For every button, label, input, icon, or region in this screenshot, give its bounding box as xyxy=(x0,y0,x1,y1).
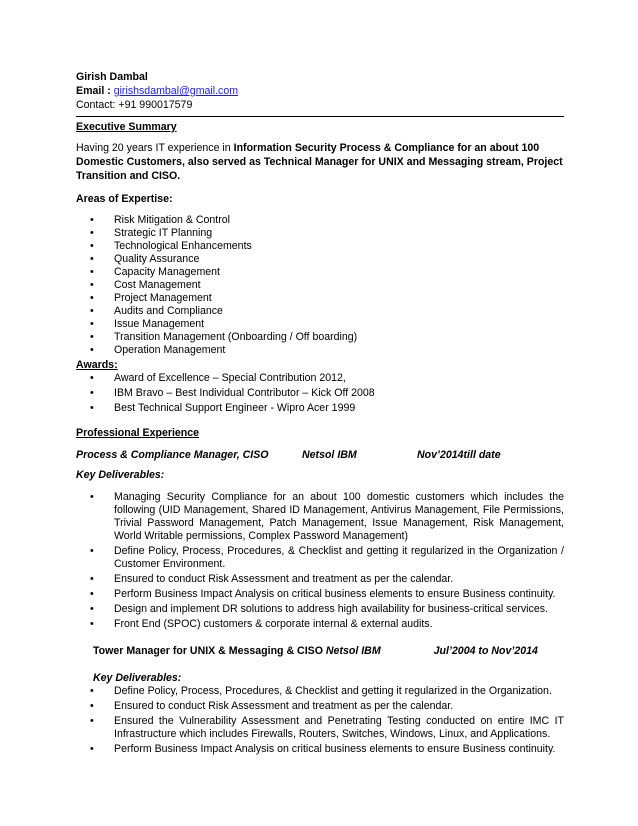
candidate-name: Girish Dambal xyxy=(76,71,148,83)
list-item-text: Operation Management xyxy=(114,344,226,356)
list-item xyxy=(76,344,564,357)
list-item xyxy=(76,588,564,601)
list-item xyxy=(76,240,564,253)
list-item xyxy=(76,387,564,400)
list-item-text: Define Policy, Process, Procedures, & Checklist and getting it regularized in the Organization / Customer Environment. xyxy=(114,545,564,570)
executive-summary-heading: Executive Summary xyxy=(76,121,177,133)
list-item-text: Capacity Management xyxy=(114,266,220,278)
list-item-text: Quality Assurance xyxy=(114,253,200,265)
list-item xyxy=(76,331,564,344)
list-item xyxy=(76,214,564,227)
list-item xyxy=(76,603,564,616)
bullet-icon: • xyxy=(90,266,94,278)
list-item xyxy=(76,279,564,292)
job1-dates: Nov’2014till date xyxy=(417,449,501,461)
bullet-icon: • xyxy=(90,292,94,304)
email-label: Email : xyxy=(76,85,114,97)
list-item-text: Define Policy, Process, Procedures, & Checklist and getting it regularized in the Organization. xyxy=(114,685,552,697)
bullet-icon: • xyxy=(90,253,94,265)
job1-company: Netsol IBM xyxy=(302,449,357,461)
email-line xyxy=(76,84,564,98)
list-item-text: Cost Management xyxy=(114,279,201,291)
list-item xyxy=(76,618,564,631)
resume-page xyxy=(76,70,564,758)
job2-company: Netsol IBM xyxy=(325,645,381,657)
executive-summary-text: Having 20 years IT experience in Information Security Process & Compliance for an about 100 Domestic Customers, also served as Technical Manager for UNIX and Messaging stream, Project Transition and CISO. xyxy=(76,142,563,182)
list-item xyxy=(76,305,564,318)
list-item xyxy=(76,545,564,571)
bullet-icon: • xyxy=(90,618,94,630)
list-item-text: IBM Bravo – Best Individual Contributor – Kick Off 2008 xyxy=(114,387,375,399)
list-item xyxy=(76,227,564,240)
job2-deliverables-heading: Key Deliverables: xyxy=(93,672,182,684)
bullet-icon: • xyxy=(90,331,94,343)
bullet-icon: • xyxy=(90,685,94,697)
expertise-heading: Areas of Expertise: xyxy=(76,193,173,205)
list-item-text: Award of Excellence – Special Contribution 2012, xyxy=(114,372,346,384)
job2-header xyxy=(76,644,564,658)
list-item-text: Front End (SPOC) customers & corporate internal & external audits. xyxy=(114,618,433,630)
list-item xyxy=(76,573,564,586)
list-item xyxy=(76,685,564,698)
list-item xyxy=(76,700,564,713)
email-link[interactable]: girishsdambal@gmail.com xyxy=(113,85,239,97)
list-item-text: Best Technical Support Engineer - Wipro Acer 1999 xyxy=(114,402,356,414)
list-item-text: Ensured to conduct Risk Assessment and treatment as per the calendar. xyxy=(114,700,454,712)
header-divider xyxy=(76,116,564,117)
job1-deliverables-heading: Key Deliverables: xyxy=(76,469,165,481)
job2-deliverables-list xyxy=(76,685,564,756)
bullet-icon: • xyxy=(90,318,94,330)
list-item-text: Risk Mitigation & Control xyxy=(114,214,230,226)
professional-experience-heading: Professional Experience xyxy=(76,427,200,439)
awards-list xyxy=(76,372,564,415)
list-item xyxy=(76,372,564,385)
list-item xyxy=(76,292,564,305)
job1-deliverables-list xyxy=(76,491,564,631)
bullet-icon: • xyxy=(90,491,94,503)
list-item xyxy=(76,318,564,331)
job1-header xyxy=(76,448,564,462)
bullet-icon: • xyxy=(90,743,94,755)
bullet-icon: • xyxy=(90,279,94,291)
list-item-text: Strategic IT Planning xyxy=(114,227,213,239)
list-item-text: Perform Business Impact Analysis on critical business elements to ensure Business continuity. xyxy=(114,743,556,755)
bullet-icon: • xyxy=(90,715,94,727)
expertise-list xyxy=(76,214,564,357)
bullet-icon: • xyxy=(90,372,94,384)
job1-role: Process & Compliance Manager, CISO xyxy=(76,449,269,461)
list-item xyxy=(76,266,564,279)
bullet-icon: • xyxy=(90,214,94,226)
job2-role: Tower Manager for UNIX & Messaging & CISO xyxy=(93,645,326,657)
list-item xyxy=(76,491,564,543)
list-item-text: Managing Security Compliance for an about 100 domestic customers which includes the following (UID Management, Shared ID Management, Antivirus Management, File Permissions, Trivial Password Management, Patch Management, Issue Management, Risk Management, World Writable permissions, Complex Password Management) xyxy=(114,491,564,542)
list-item-text: Ensured the Vulnerability Assessment and Penetrating Testing conducted on entire IMC IT Infrastructure which includes Firewalls, Routers, Switches, Windows, Linux, and Applications. xyxy=(114,715,564,740)
list-item xyxy=(76,743,564,756)
bullet-icon: • xyxy=(90,603,94,615)
bullet-icon: • xyxy=(90,227,94,239)
list-item-text: Project Management xyxy=(114,292,212,304)
list-item xyxy=(76,715,564,741)
bullet-icon: • xyxy=(90,344,94,356)
list-item-text: Transition Management (Onboarding / Off boarding) xyxy=(114,331,358,343)
list-item-text: Technological Enhancements xyxy=(114,240,252,252)
bullet-icon: • xyxy=(90,700,94,712)
list-item-text: Design and implement DR solutions to address high availability for business-critical services. xyxy=(114,603,548,615)
bullet-icon: • xyxy=(90,573,94,585)
bullet-icon: • xyxy=(90,387,94,399)
contact-line: Contact: +91 990017579 xyxy=(76,99,193,111)
awards-heading: Awards: xyxy=(76,359,118,371)
list-item-text: Perform Business Impact Analysis on critical business elements to ensure Business continuity. xyxy=(114,588,556,600)
bullet-icon: • xyxy=(90,588,94,600)
bullet-icon: • xyxy=(90,305,94,317)
bullet-icon: • xyxy=(90,545,94,557)
list-item-text: Audits and Compliance xyxy=(114,305,223,317)
job2-dates: Jul’2004 to Nov’2014 xyxy=(433,645,538,657)
list-item xyxy=(76,253,564,266)
bullet-icon: • xyxy=(90,240,94,252)
bullet-icon: • xyxy=(90,402,94,414)
list-item xyxy=(76,402,564,415)
list-item-text: Issue Management xyxy=(114,318,205,330)
list-item-text: Ensured to conduct Risk Assessment and treatment as per the calendar. xyxy=(114,573,454,585)
